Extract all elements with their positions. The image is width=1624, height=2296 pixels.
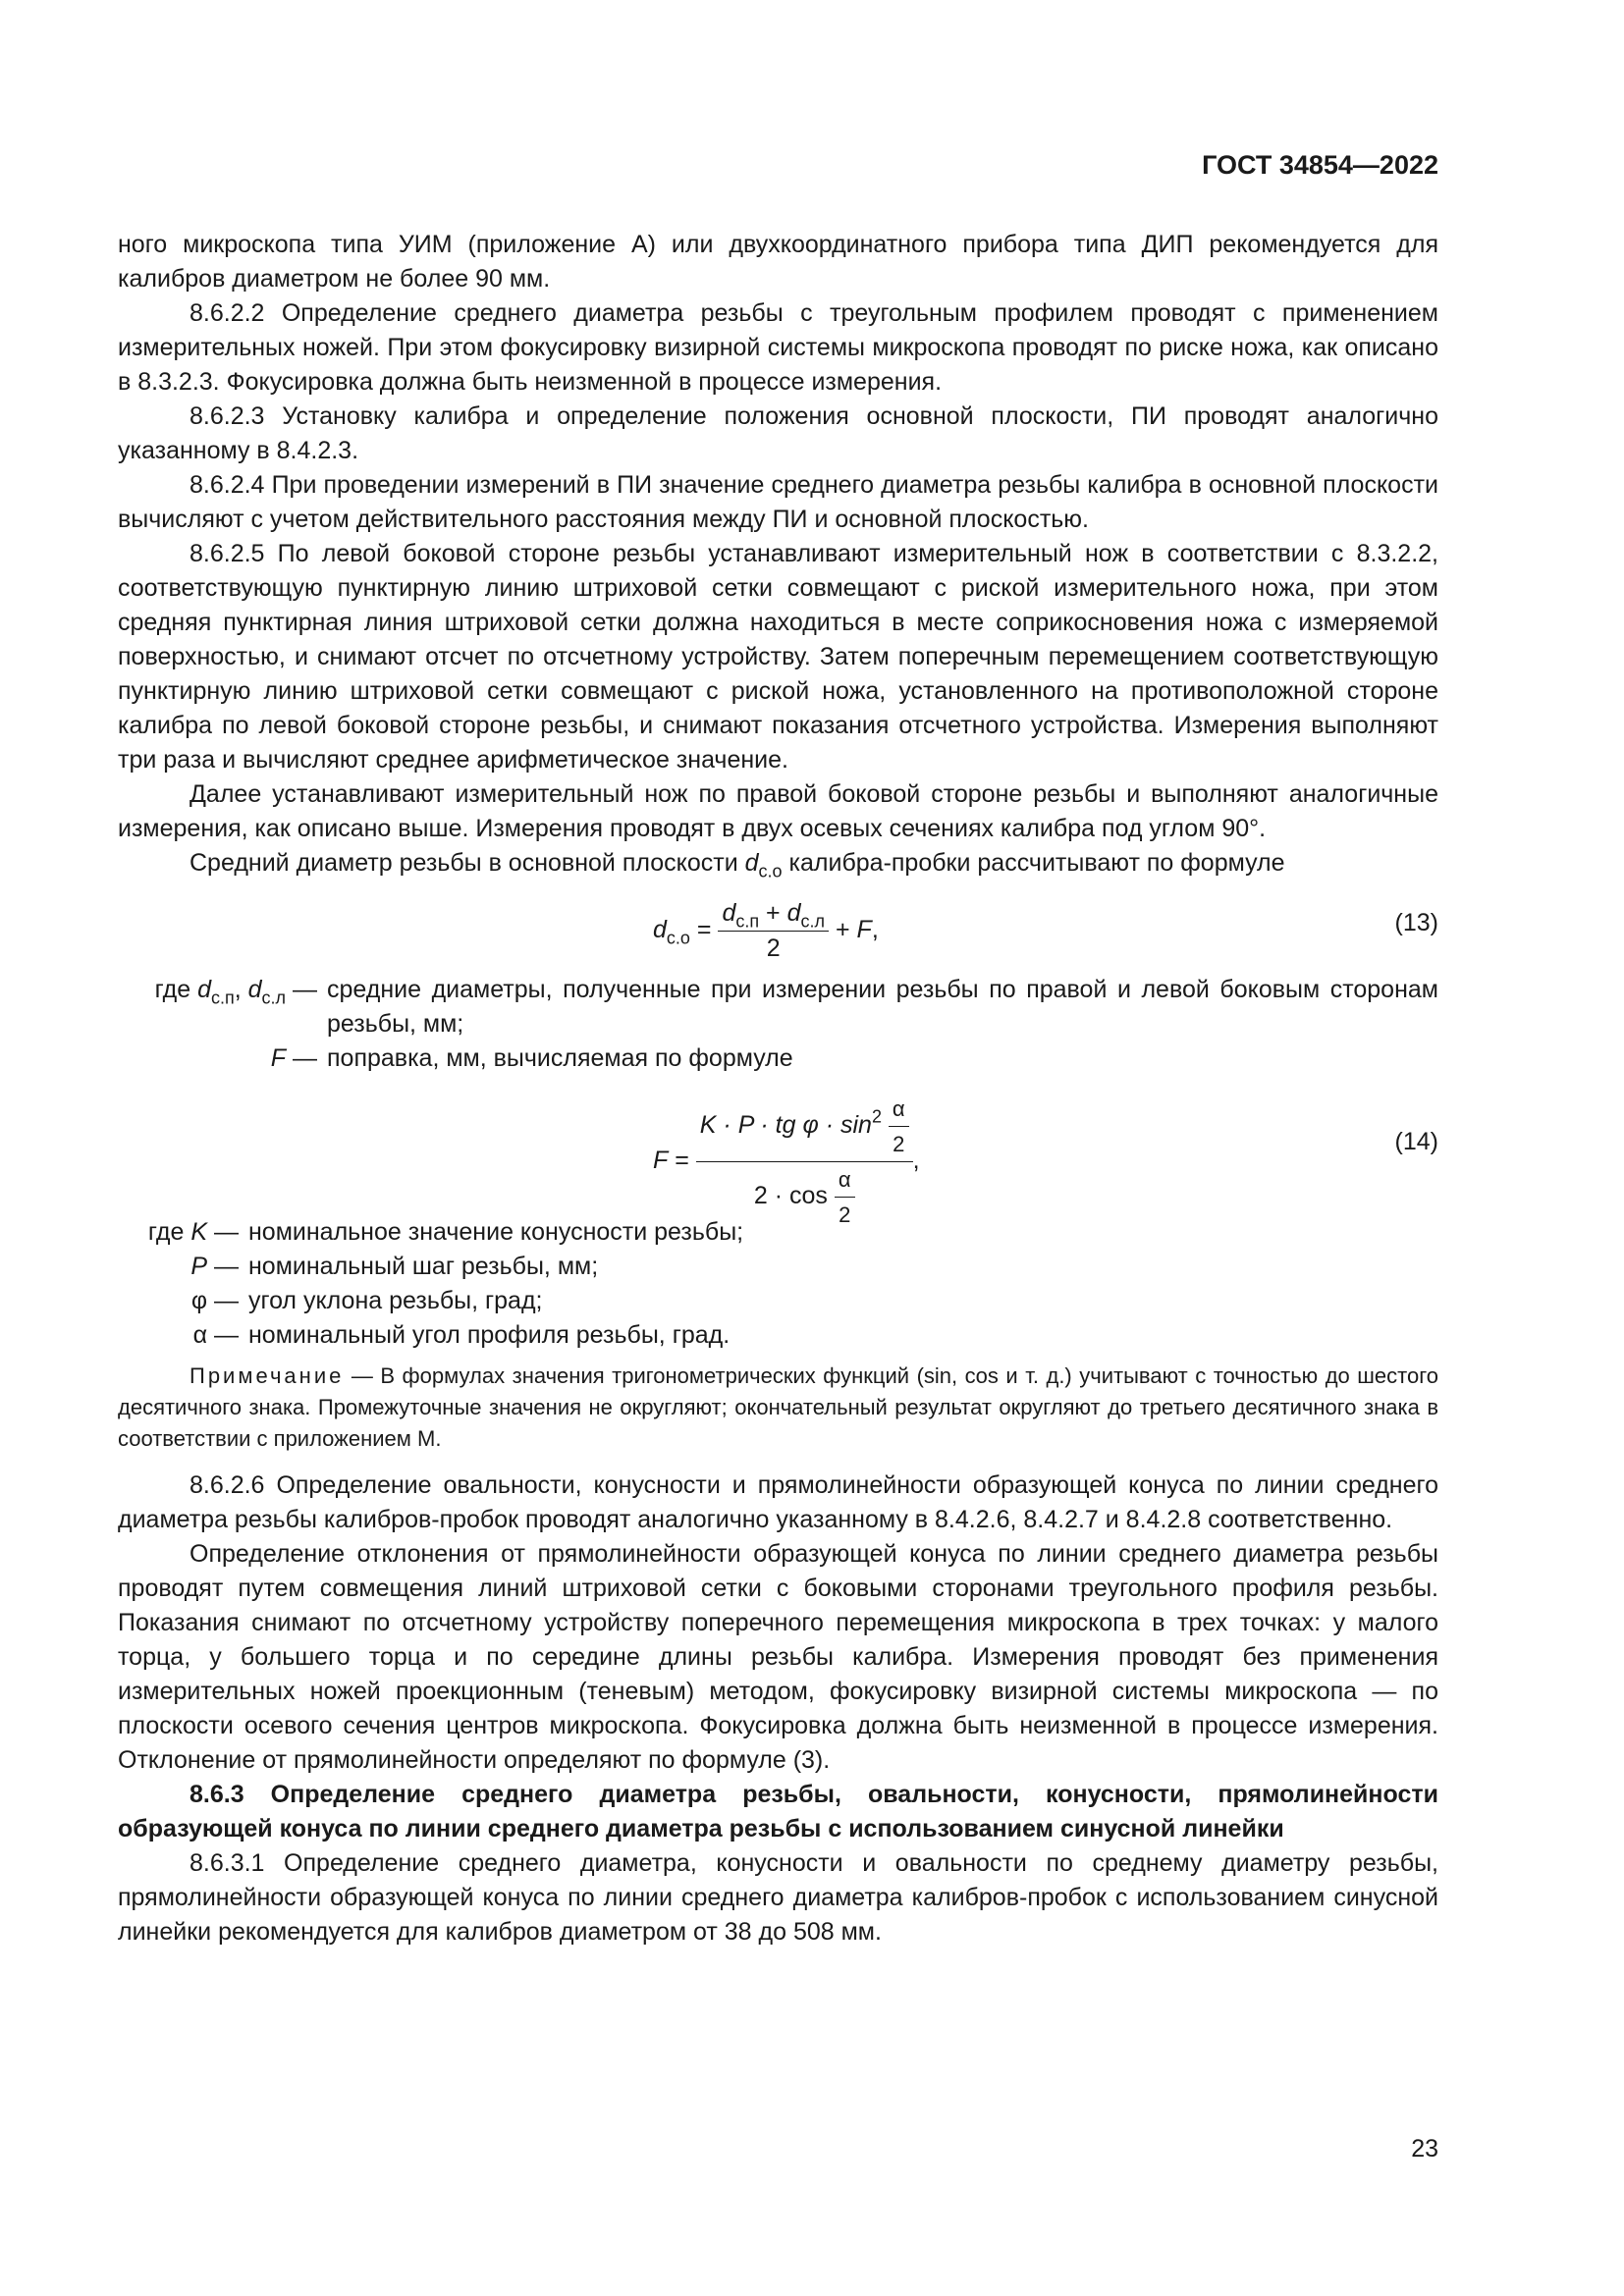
- where-13-row-2: F — поправка, мм, вычисляемая по формуле: [270, 1044, 793, 1072]
- paragraph-right-side: Далее устанавливают измерительный нож по правой боковой стороне резьбы и выполняют аналогичные измерения, как описано выше. Измерения проводят в двух осевых сечениях калибра под углом 90°.: [118, 780, 1438, 842]
- formula-13: [118, 881, 1438, 969]
- where-14-row-1: где K — номинальное значение конусности резьбы;: [147, 1218, 744, 1246]
- formula-13-number: (13): [1394, 909, 1438, 936]
- formula-14-expression: F = K · P · tg $\varphi \cdot \sin^2$ $\frac{\alpha}{2}$ 2 · cos $\frac{\alpha}{2}$ ,: [653, 1092, 920, 1232]
- where-14-row-3: φ — угол уклона резьбы, град;: [190, 1287, 543, 1314]
- formula-13-expression: $d_{с.о}$ = $\frac{d_{с.п} + d_{с.л}}{2}$ + F,: [653, 896, 879, 966]
- paragraph-8-6-2-4: 8.6.2.4 При проведении измерений в ПИ значение среднего диаметра резьбы калибра в основной плоскости вычисляют с учетом действительного расстояния между ПИ и основной плоскостью.: [118, 471, 1438, 533]
- paragraph-8-6-2-6: 8.6.2.6 Определение овальности, конусности и прямолинейности образующей конуса по линии среднего диаметра резьбы калибров-пробок проводят аналогично указанному в 8.4.2.6, 8.4.2.7 и 8.4.2.8 соответственно.: [118, 1471, 1438, 1533]
- note-text: — В формулах значения тригонометрических функций (sin, cos и т. д.) учитывают с точностью до шестого десятичного знака. Промежуточные значения не округляют; окончательный результат округляют до третьего десятичного знака в соответствии с приложением М.: [118, 1363, 1438, 1451]
- where-13-row-1: где $d_{с.п}$, $d_{с.л}$ — средние диаметры, полученные при измерении резьбы по правой и левой боковым сторонам резьбы, мм;: [154, 976, 1438, 1038]
- formula-14: [118, 1076, 1438, 1227]
- note-label: Примечание: [189, 1363, 345, 1388]
- paragraph-8-6-2-3: 8.6.2.3 Установку калибра и определение положения основной плоскости, ПИ проводят аналогично указанному в 8.4.2.3.: [118, 402, 1438, 464]
- where-14-row-2: P — номинальный шаг резьбы, мм;: [190, 1253, 599, 1280]
- formula-13-fraction: $\frac{d_{с.п} + d_{с.л}}{2}$: [718, 896, 829, 966]
- paragraph-straightness: Определение отклонения от прямолинейности образующей конуса по линии среднего диаметра резьбы проводят путем совмещения линий штриховой сетки с боковыми сторонами треугольного профиля резьбы. Показания снимают по отсчетному устройству поперечного перемещения микроскопа в трех точках: у малого торца, у большего торца и по середине длины резьбы калибра. Измерения проводят без применения измерительных ножей проекционным (теневым) методом, фокусировку визирной системы микроскопа — по плоскости осевого сечения центров микроскопа. Фокусировка должна быть неизменной в процессе измерения. Отклонение от прямолинейности определяют по формуле (3).: [118, 1540, 1438, 1774]
- paragraph-8-6-2-5: 8.6.2.5 По левой боковой стороне резьбы устанавливают измерительный нож в соответствии с 8.3.2.2, соответствующую пунктирную линию штриховой сетки совмещают с риской измерительного ножа, при этом средняя пунктирная линия штриховой сетки должна находиться в месте соприкосновения ножа с измеряемой поверхностью, и снимают отсчет по отсчетному устройству. Затем поперечным перемещением соответствующую пунктирную линию штриховой сетки совмещают с риской ножа, установленного на противоположной стороне калибра по левой боковой стороне резьбы, и снимают показания отсчетного устройства. Измерения выполняют три раза и вычисляют среднее арифметическое значение.: [118, 540, 1438, 774]
- paragraph-8-6-2-2: 8.6.2.2 Определение среднего диаметра резьбы с треугольным профилем проводят с применением измерительных ножей. При этом фокусировку визирной системы микроскопа проводят по риске ножа, как описано в 8.3.2.3. Фокусировка должна быть неизменной в процессе измерения.: [118, 299, 1438, 396]
- paragraph-continuation: ного микроскопа типа УИМ (приложение А) или двухкоординатного прибора типа ДИП рекомендуется для калибров диаметром не более 90 мм.: [118, 231, 1438, 293]
- section-heading-8-6-3: 8.6.3 Определение среднего диаметра резьбы, овальности, конусности, прямолинейности образующей конуса по линии среднего диаметра резьбы с использованием синусной линейки: [118, 1781, 1438, 1842]
- paragraph-8-6-3-1: 8.6.3.1 Определение среднего диаметра, конусности и овальности по среднему диаметру резьбы, прямолинейности образующей конуса по линии среднего диаметра калибров-пробок с использованием синусной линейки рекомендуется для калибров диаметром от 38 до 508 мм.: [118, 1849, 1438, 1946]
- formula-intro: Средний диаметр резьбы в основной плоскости $d_{с.о}$ калибра-пробки рассчитывают по формуле: [189, 849, 1285, 881]
- formula-14-fraction: K · P · tg $\varphi \cdot \sin^2$ $\frac{\alpha}{2}$ 2 · cos $\frac{\alpha}{2}$: [696, 1092, 913, 1232]
- where-14-row-4: α — номинальный угол профиля резьбы, град.: [192, 1321, 731, 1349]
- document-code: ГОСТ 34854—2022: [1202, 150, 1438, 180]
- formula-14-number: (14): [1394, 1128, 1438, 1155]
- page-number: 23: [1411, 2135, 1438, 2163]
- body-text: [118, 228, 1438, 1949]
- note: [118, 1361, 1438, 1455]
